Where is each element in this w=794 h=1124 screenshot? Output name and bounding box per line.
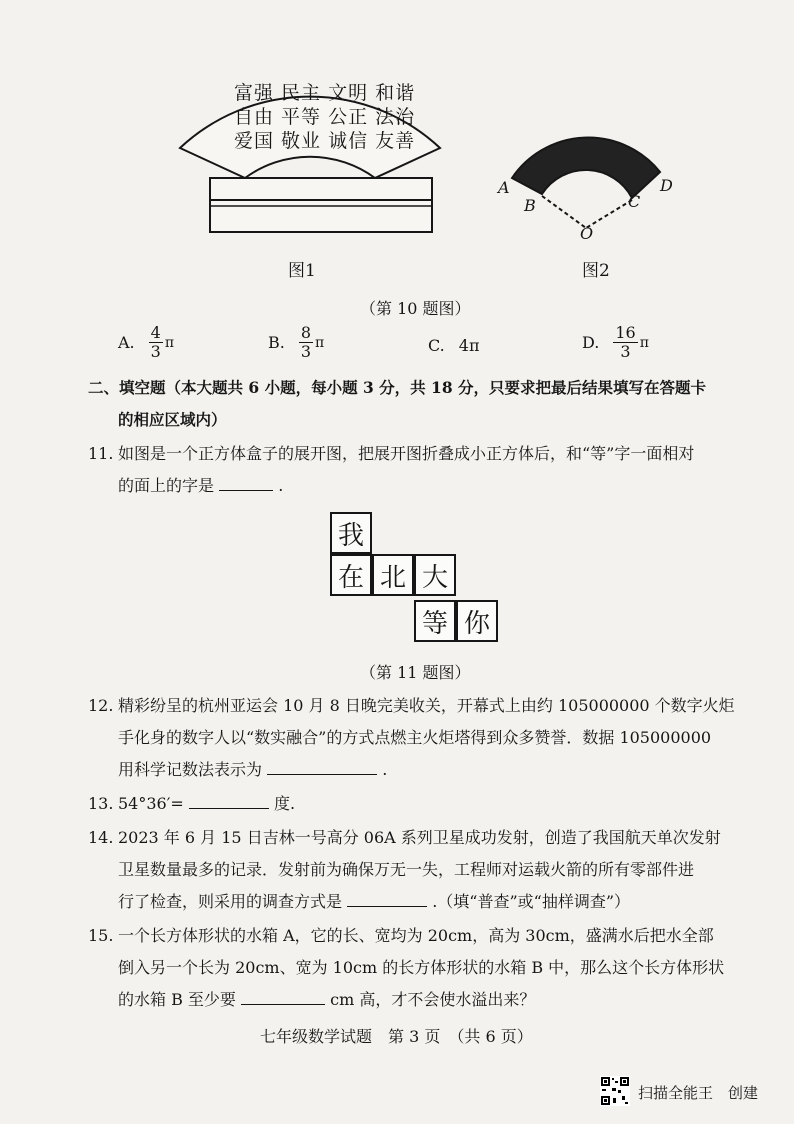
q11-line-1: 如图是一个正方体盒子的展开图，把展开图折叠成小正方体后，和“等”字一面相对: [118, 444, 695, 463]
option-letter: B.: [268, 333, 285, 352]
q12-number: 12.: [88, 696, 114, 715]
q11-number: 11.: [88, 444, 114, 463]
q12-line-1: 精彩纷呈的杭州亚运会 10 月 8 日晚完美收关，开幕式上由约 105000000 个数字火炬: [118, 696, 735, 715]
pi-symbol: π: [639, 334, 649, 351]
q15-line-1: 一个长方体形状的水箱 A，它的长、宽均为 20cm，高为 30cm，盛满水后把水全部: [118, 926, 714, 945]
q12-answer-blank[interactable]: [267, 760, 377, 775]
figure-2-label: 图2: [582, 261, 610, 281]
net-cell-zai: 在: [330, 554, 372, 596]
q11-text: 的面上的字是: [118, 476, 215, 495]
net-cell-deng: 等: [414, 600, 456, 642]
section-2-heading-cont: 的相应区域内）: [118, 410, 227, 429]
net-cell-wo: 我: [330, 512, 372, 554]
option-fraction: $\frac{8}{3}$: [300, 323, 312, 361]
point-D: D: [660, 176, 673, 195]
q13-number: 13.: [88, 794, 114, 813]
q14-hint: .（填“普查”或“抽样调查”）: [432, 892, 631, 911]
q13-unit: 度.: [273, 794, 296, 813]
option-fraction: $\frac{4}{3}$: [150, 323, 161, 361]
q13-expression: 54°36′=: [118, 794, 184, 813]
point-B: B: [524, 196, 536, 215]
q10-option-a: [118, 324, 174, 361]
q13-line: [118, 794, 295, 814]
q12-text: 用科学记数法表示为: [118, 760, 263, 779]
q14-text: 行了检查，则采用的调查方式是: [118, 892, 343, 911]
option-letter: A.: [118, 333, 135, 352]
net-cell-ni: 你: [456, 600, 498, 642]
q15-line-2: 倒入另一个长为 20cm、宽为 10cm 的长方体形状的水箱 B 中，那么这个长方体形状: [118, 958, 725, 977]
option-fraction: $\frac{16}{3}$: [615, 323, 636, 361]
q15-answer-blank[interactable]: [241, 990, 325, 1005]
q15-line-3: [118, 990, 535, 1010]
net-cell-da: 大: [414, 554, 456, 596]
q12-period: .: [382, 760, 388, 779]
pi-symbol: π: [315, 334, 325, 351]
q11-period: .: [278, 476, 284, 495]
q10-option-c: [428, 336, 479, 355]
point-O: O: [580, 224, 594, 243]
q14-line-1: 2023 年 6 月 15 日吉林一号高分 06A 系列卫星成功发射，创造了我国航天单次发射: [118, 828, 721, 847]
figure-1-fan: [170, 60, 450, 240]
fan-line-2: 自由 平等 公正 法治: [234, 106, 416, 128]
net-cell-bei: 北: [372, 554, 414, 596]
q14-line-3: [118, 892, 630, 912]
point-A: A: [498, 178, 510, 197]
q11-answer-blank[interactable]: [219, 476, 273, 491]
q10-option-d: [582, 324, 649, 361]
qr-code-icon: [600, 1076, 630, 1106]
scanner-watermark: 扫描全能王 创建: [638, 1084, 759, 1102]
option-letter: C.: [428, 336, 445, 355]
q11-line-2: [118, 476, 283, 496]
pi-symbol: π: [164, 334, 175, 351]
option-letter: D.: [582, 333, 600, 352]
q15-number: 15.: [88, 926, 114, 945]
q12-line-2: 手化身的数字人以“数实融合”的方式点燃主火炬塔得到众多赞誉．数据 105000000: [118, 728, 712, 747]
fan-line-3: 爱国 敬业 诚信 友善: [234, 130, 416, 152]
q14-line-2: 卫星数量最多的记录．发射前为确保万无一失，工程师对运载火箭的所有零部件进: [118, 860, 695, 879]
q15-text: 的水箱 B 至少要: [118, 990, 236, 1009]
page-footer: 七年级数学试题 第 3 页 （共 6 页）: [260, 1027, 533, 1046]
fan-line-1: 富强 民主 文明 和谐: [234, 82, 416, 104]
section-2-heading: 二、填空题（本大题共 6 小题，每小题 3 分，共 18 分，只要求把最后结果填写在答题卡: [88, 378, 707, 397]
figure-2-sector: [490, 120, 690, 250]
q11-figure-caption: （第 11 题图）: [360, 663, 471, 682]
q10-figure-caption: （第 10 题图）: [360, 299, 471, 318]
figure-1-label: 图1: [288, 261, 316, 281]
point-C: C: [628, 192, 641, 211]
q13-answer-blank[interactable]: [189, 794, 269, 809]
q10-option-b: [268, 324, 324, 361]
q14-answer-blank[interactable]: [347, 892, 427, 907]
q14-number: 14.: [88, 828, 114, 847]
option-value: 4π: [458, 336, 480, 355]
q15-tail: cm 高，才不会使水溢出来？: [330, 990, 536, 1009]
q12-line-3: [118, 760, 387, 780]
